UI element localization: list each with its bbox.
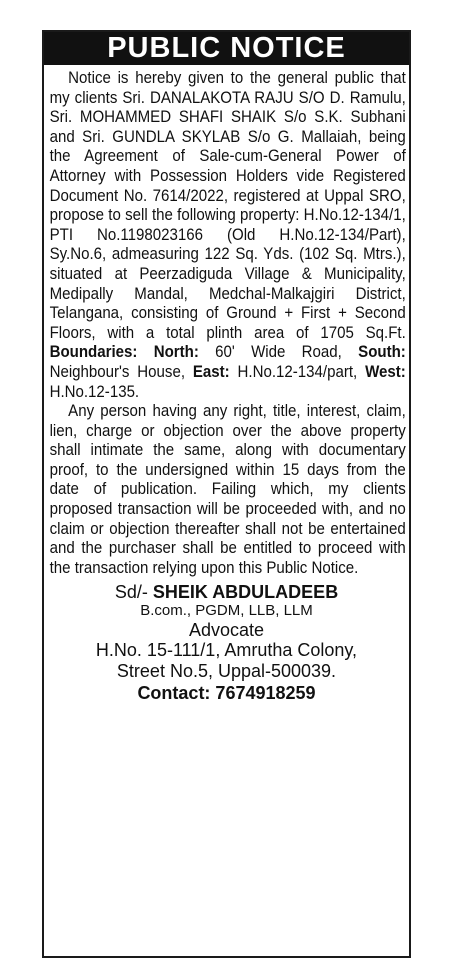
contact-number: Contact: 7674918259: [137, 683, 316, 704]
notice-paragraph-1: [50, 69, 406, 402]
north-boundary: 60' Wide Road,: [215, 343, 342, 362]
advocate-role: Advocate: [188, 620, 265, 641]
south-boundary: Neighbour's House,: [49, 362, 186, 381]
advocate-name: SHEIK ABDULADEEB: [152, 582, 339, 603]
notice-intro-text: Notice is hereby given to the general public that my clients Sri. DANALAKOTA RAJU S/O D. Ramulu, Sri. MOHAMMED SHAFI SHAIK S/o S.K. Subhani and Sri. GUNDLA SKYLAB S/o G. Mallaiah, being the Agreement of Sale-cum-General Power of Attorney with Possession Holders vide Registered Document No. 7614/2022, registered at Uppal SRO, propose to sell the following property: H.No.12-134/1, PTI No.1198023166 (Old H.No.12-134/Part), Sy.No.6, admeasuring 122 Sq. Yds. (102 Sq. Mtrs.), situated at Peerzadiguda Village & Municipality, Medipally Mandal, Medchal-Malkajgiri District, Telangana, consisting of Ground + First + Second Floors, with a total plinth area of 1705 Sq.Ft.: [49, 69, 406, 342]
notice-header: [44, 32, 409, 65]
east-label: East:: [192, 362, 230, 381]
east-boundary: H.No.12-134/part,: [237, 362, 358, 381]
advocate-degrees: B.com., PGDM, LLB, LLM: [140, 602, 313, 620]
boundaries-label: Boundaries: North:: [49, 343, 199, 362]
signature-block: [44, 582, 409, 704]
notice-paragraph-2: Any person having any right, title, interest, claim, lien, charge or objection over the above property shall intimate the same, along with documentary proof, to the undersigned within 15 days from the date of publication. Failing which, my clients proposed transaction will be proceeded with, and no claim or objection thereafter shall not be entertained and the purchaser shall be entitled to proceed with the transaction relying upon this Public Notice.: [49, 402, 406, 577]
notice-title: PUBLIC NOTICE: [107, 32, 346, 64]
signature-line: [44, 582, 409, 602]
address-line-2: Street No.5, Uppal-500039.: [116, 661, 337, 682]
signature-prefix: Sd/-: [114, 582, 148, 603]
notice-body: [44, 65, 410, 578]
west-label: West:: [365, 362, 406, 381]
public-notice-box: [42, 30, 411, 958]
west-boundary: H.No.12-135.: [49, 382, 140, 401]
south-label: South:: [358, 343, 406, 362]
address-line-1: H.No. 15-111/1, Amrutha Colony,: [95, 640, 358, 661]
